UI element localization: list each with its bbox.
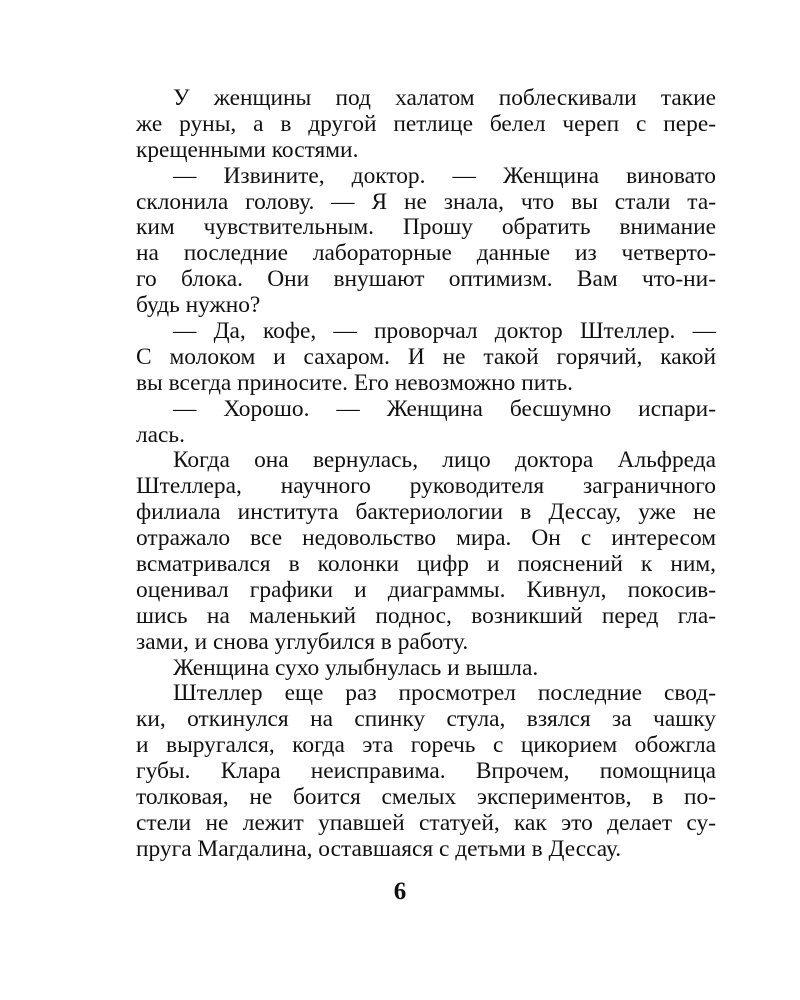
text-line: го блока. Они внушают оптимизм. Вам что-ни- — [136, 266, 716, 293]
text-line: — Да, кофе, — проворчал доктор Штеллер. — — [173, 318, 716, 345]
text-line: и выругался, когда эта горечь с цикорием обожгла — [136, 732, 716, 759]
text-line: Штеллера, научного руководителя заграничного — [136, 473, 716, 500]
text-line: лась. — [136, 421, 185, 448]
text-line: У женщины под халатом поблескивали такие — [173, 85, 716, 111]
text-line: склонила голову. — Я не знала, что вы стали та- — [136, 188, 716, 215]
text-line: крещенными костями. — [136, 136, 359, 163]
text-line: вы всегда приносите. Его невозможно пить. — [136, 369, 573, 396]
text-line: отражало все недовольство мира. Он с интересом — [136, 525, 716, 552]
text-line: всматривался в колонки цифр и пояснений к ним, — [136, 551, 716, 578]
text-line: Когда она вернулась, лицо доктора Альфреда — [173, 447, 716, 474]
body-text — [136, 86, 716, 863]
text-line: же руны, а в другой петлице белел череп с пере- — [136, 110, 716, 137]
text-line: Штеллер еще раз просмотрел последние свод- — [173, 680, 716, 707]
text-line: ки, откинулся на спинку стула, взялся за чашку — [136, 706, 716, 733]
text-line: С молоком и сахаром. И не такой горячий, какой — [136, 343, 716, 370]
page-number: 6 — [393, 878, 407, 905]
text-line: губы. Клара неисправима. Впрочем, помощница — [136, 758, 716, 785]
text-line: стели не лежит упавшей статуей, как это делает су- — [136, 809, 716, 836]
text-line: толковая, не боится смелых экспериментов, в по- — [136, 784, 716, 811]
text-line: будь нужно? — [136, 292, 261, 319]
text-line: зами, и снова углубился в работу. — [136, 628, 469, 655]
text-line: оценивал графики и диаграммы. Кивнул, покосив- — [136, 576, 716, 603]
text-line: ким чувствительным. Прошу обратить внимание — [136, 214, 716, 241]
text-line: на последние лабораторные данные из четверто- — [136, 240, 716, 267]
text-line: филиала института бактериологии в Дессау, уже не — [136, 499, 716, 526]
text-line: — Извините, доктор. — Женщина виновато — [173, 162, 716, 189]
text-line: — Хорошо. — Женщина бесшумно испари- — [173, 395, 716, 422]
text-line: Женщина сухо улыбнулась и вышла. — [173, 654, 539, 681]
text-line: пруга Магдалина, оставшаяся с детьми в Дессау. — [136, 835, 622, 862]
text-line: шись на маленький поднос, возникший перед гла- — [136, 602, 716, 629]
